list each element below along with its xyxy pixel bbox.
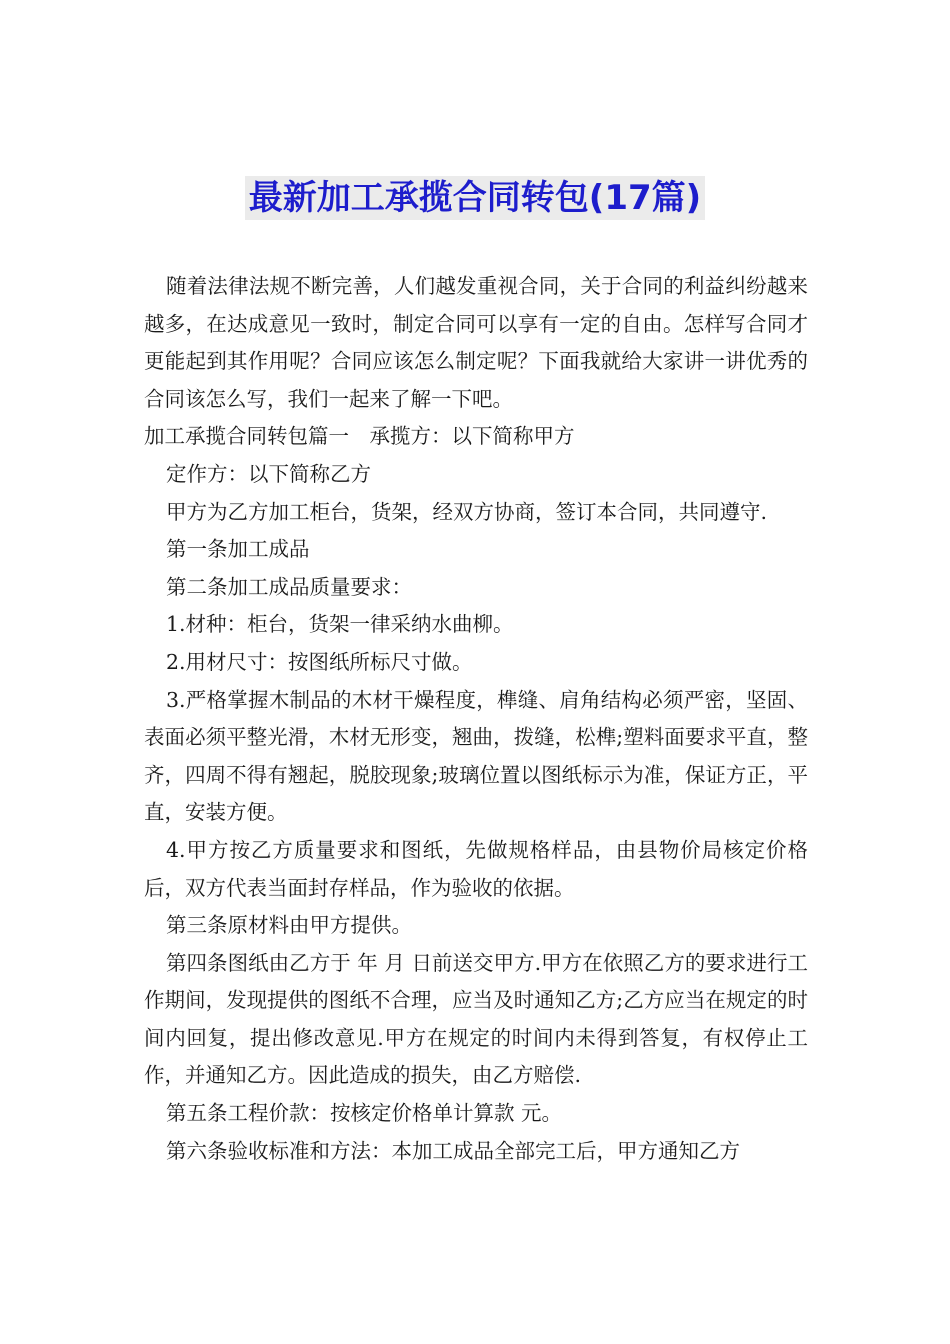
paragraph-article-4: 第四条图纸由乙方于 年 月 日前送交甲方.甲方在依照乙方的要求进行工作期间，发现提供的图纸不合理，应当及时通知乙方;乙方应当在规定的时间内回复，提出修改意见.甲方在规定的时间内未得到答复，有权停止工作，并通知乙方。因此造成的损失，由乙方赔偿. [144,950,808,1088]
paragraph-article-2: 第二条加工成品质量要求： [166,574,412,599]
paragraph-intro: 随着法律法规不断完善，人们越发重视合同，关于合同的利益纠纷越来越多，在达成意见一致时，制定合同可以享有一定的自由。怎样写合同才更能起到其作用呢？合同应该怎么制定呢？下面我就给大家讲一讲优秀的合同该怎么写，我们一起来了解一下吧。 [144,274,808,411]
document-title: 最新加工承揽合同转包(17篇) [245,176,705,220]
title-container [0,176,950,220]
paragraph-article-1: 第一条加工成品 [166,537,310,562]
paragraph-article-6: 第六条验收标准和方法：本加工成品全部完工后，甲方通知乙方 [166,1138,740,1163]
paragraph-item-2: 2.用材尺寸：按图纸所标尺寸做。 [166,649,473,674]
paragraph-item-3: 3.严格掌握木制品的木材干燥程度，榫缝、肩角结构必须严密，坚固、表面必须平整光滑，木材无形变，翘曲，拨缝，松榫;塑料面要求平直，整齐，四周不得有翘起，脱胶现象;玻璃位置以图纸标示为准，保证方正，平直，安装方便。 [144,687,808,825]
paragraph-article-3: 第三条原材料由甲方提供。 [166,913,412,938]
paragraph-item-1: 1.材种：柜台，货架一律采纳水曲柳。 [166,612,514,637]
paragraph-agreement: 甲方为乙方加工柜台，货架，经双方协商，签订本合同，共同遵守. [166,499,768,524]
paragraph-party-b: 定作方：以下简称乙方 [166,461,371,486]
paragraph-article-5: 第五条工程价款：按核定价格单计算款 元。 [166,1101,563,1126]
paragraph-item-4: 4.甲方按乙方质量要求和图纸，先做规格样品，由县物价局核定价格后，双方代表当面封存样品，作为验收的依据。 [144,837,808,900]
document-body [144,268,808,1170]
paragraph-heading-party-a: 加工承揽合同转包篇一 承揽方：以下简称甲方 [144,424,575,449]
